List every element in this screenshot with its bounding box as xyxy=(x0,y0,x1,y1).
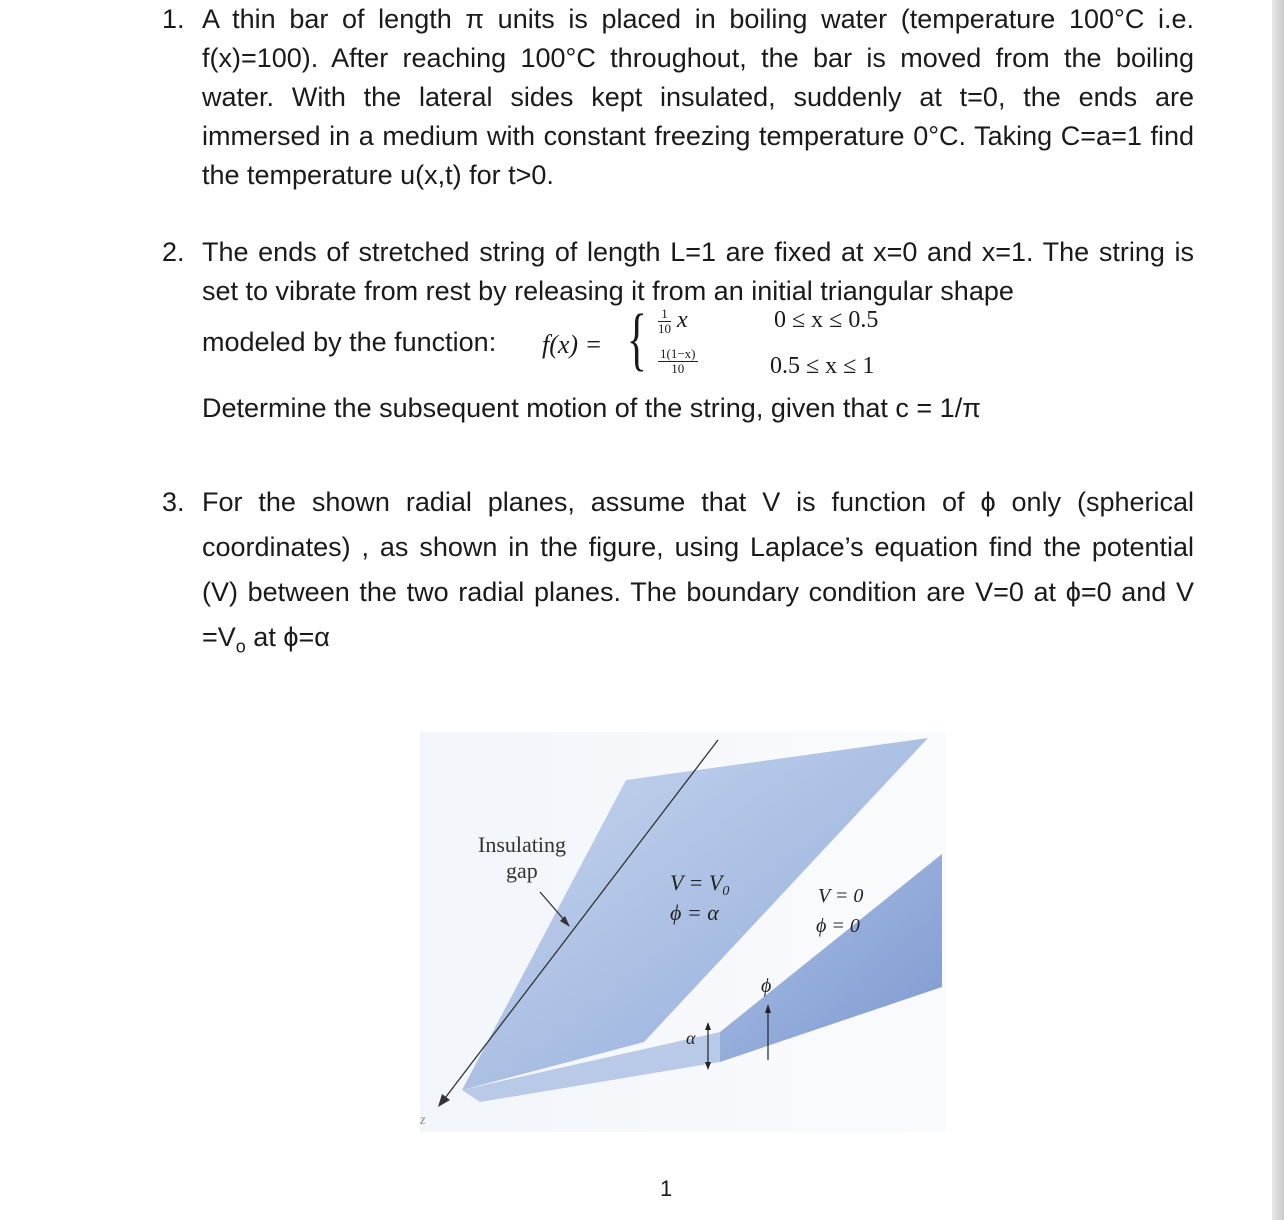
question-1-text: A thin bar of length π units is placed in boiling water (temperature 100°C i.e. f(x)=100). After reaching 100°C throughout, the bar is moved from the boiling water. With the lateral sides kept insulated, suddenly at t=0, the ends are immersed in a medium with constant freezing temperature 0°C. Taking C=a=1 find the temperature u(x,t) for t>0. xyxy=(202,4,1194,190)
case-1-expression: $\frac{1}{10}$ x xyxy=(658,305,688,336)
question-1 xyxy=(162,0,1194,195)
phi-alpha-label: ϕ = α xyxy=(670,900,719,925)
left-brace: { xyxy=(626,301,647,378)
v-zero-label: V = 0 xyxy=(818,885,864,907)
insulating-label: Insulating xyxy=(478,832,566,857)
question-3-text: For the shown radial planes, assume that V is function of ϕ only (spherical coordinates) , as shown in the figure, using Laplace’s equation find the potential (V) between the two radial planes. The boundary condition are V=0 at ϕ=0 and $V =V_o$ at ϕ=α xyxy=(202,487,1194,657)
function-label: f(x) = xyxy=(542,330,603,359)
question-2 xyxy=(162,233,1194,428)
z-label: z xyxy=(420,1113,426,1128)
page-edge-shadow xyxy=(1272,0,1284,1220)
v-top-label: $V = V_0$ xyxy=(670,870,730,899)
case-2-condition: 0.5 ≤ x ≤ 1 xyxy=(770,353,875,379)
alpha-label: α xyxy=(686,1028,696,1048)
question-number: 3. xyxy=(162,487,185,517)
phi-label: ϕ xyxy=(761,975,772,997)
piecewise-function xyxy=(202,301,1194,389)
case-2-expression: $\frac{1(1-x)}{10}$ xyxy=(660,345,696,376)
question-2-text: The ends of stretched string of length L=1 are fixed at x=0 and x=1. The string is set to vibrate from rest by releasing it from an initial triangular shape xyxy=(202,237,1194,306)
question-3 xyxy=(162,480,1194,669)
question-2-closing: Determine the subsequent motion of the string, given that c = 1/π xyxy=(202,393,981,423)
gap-label: gap xyxy=(506,858,538,883)
radial-planes-figure xyxy=(420,732,946,1132)
page-number: 1 xyxy=(660,1176,673,1201)
question-number: 1. xyxy=(162,4,185,34)
phi-zero-label: ϕ = 0 xyxy=(816,915,860,937)
formula-lead: modeled by the function: xyxy=(202,327,497,357)
case-1-condition: 0 ≤ x ≤ 0.5 xyxy=(774,307,879,333)
question-number: 2. xyxy=(162,237,185,267)
